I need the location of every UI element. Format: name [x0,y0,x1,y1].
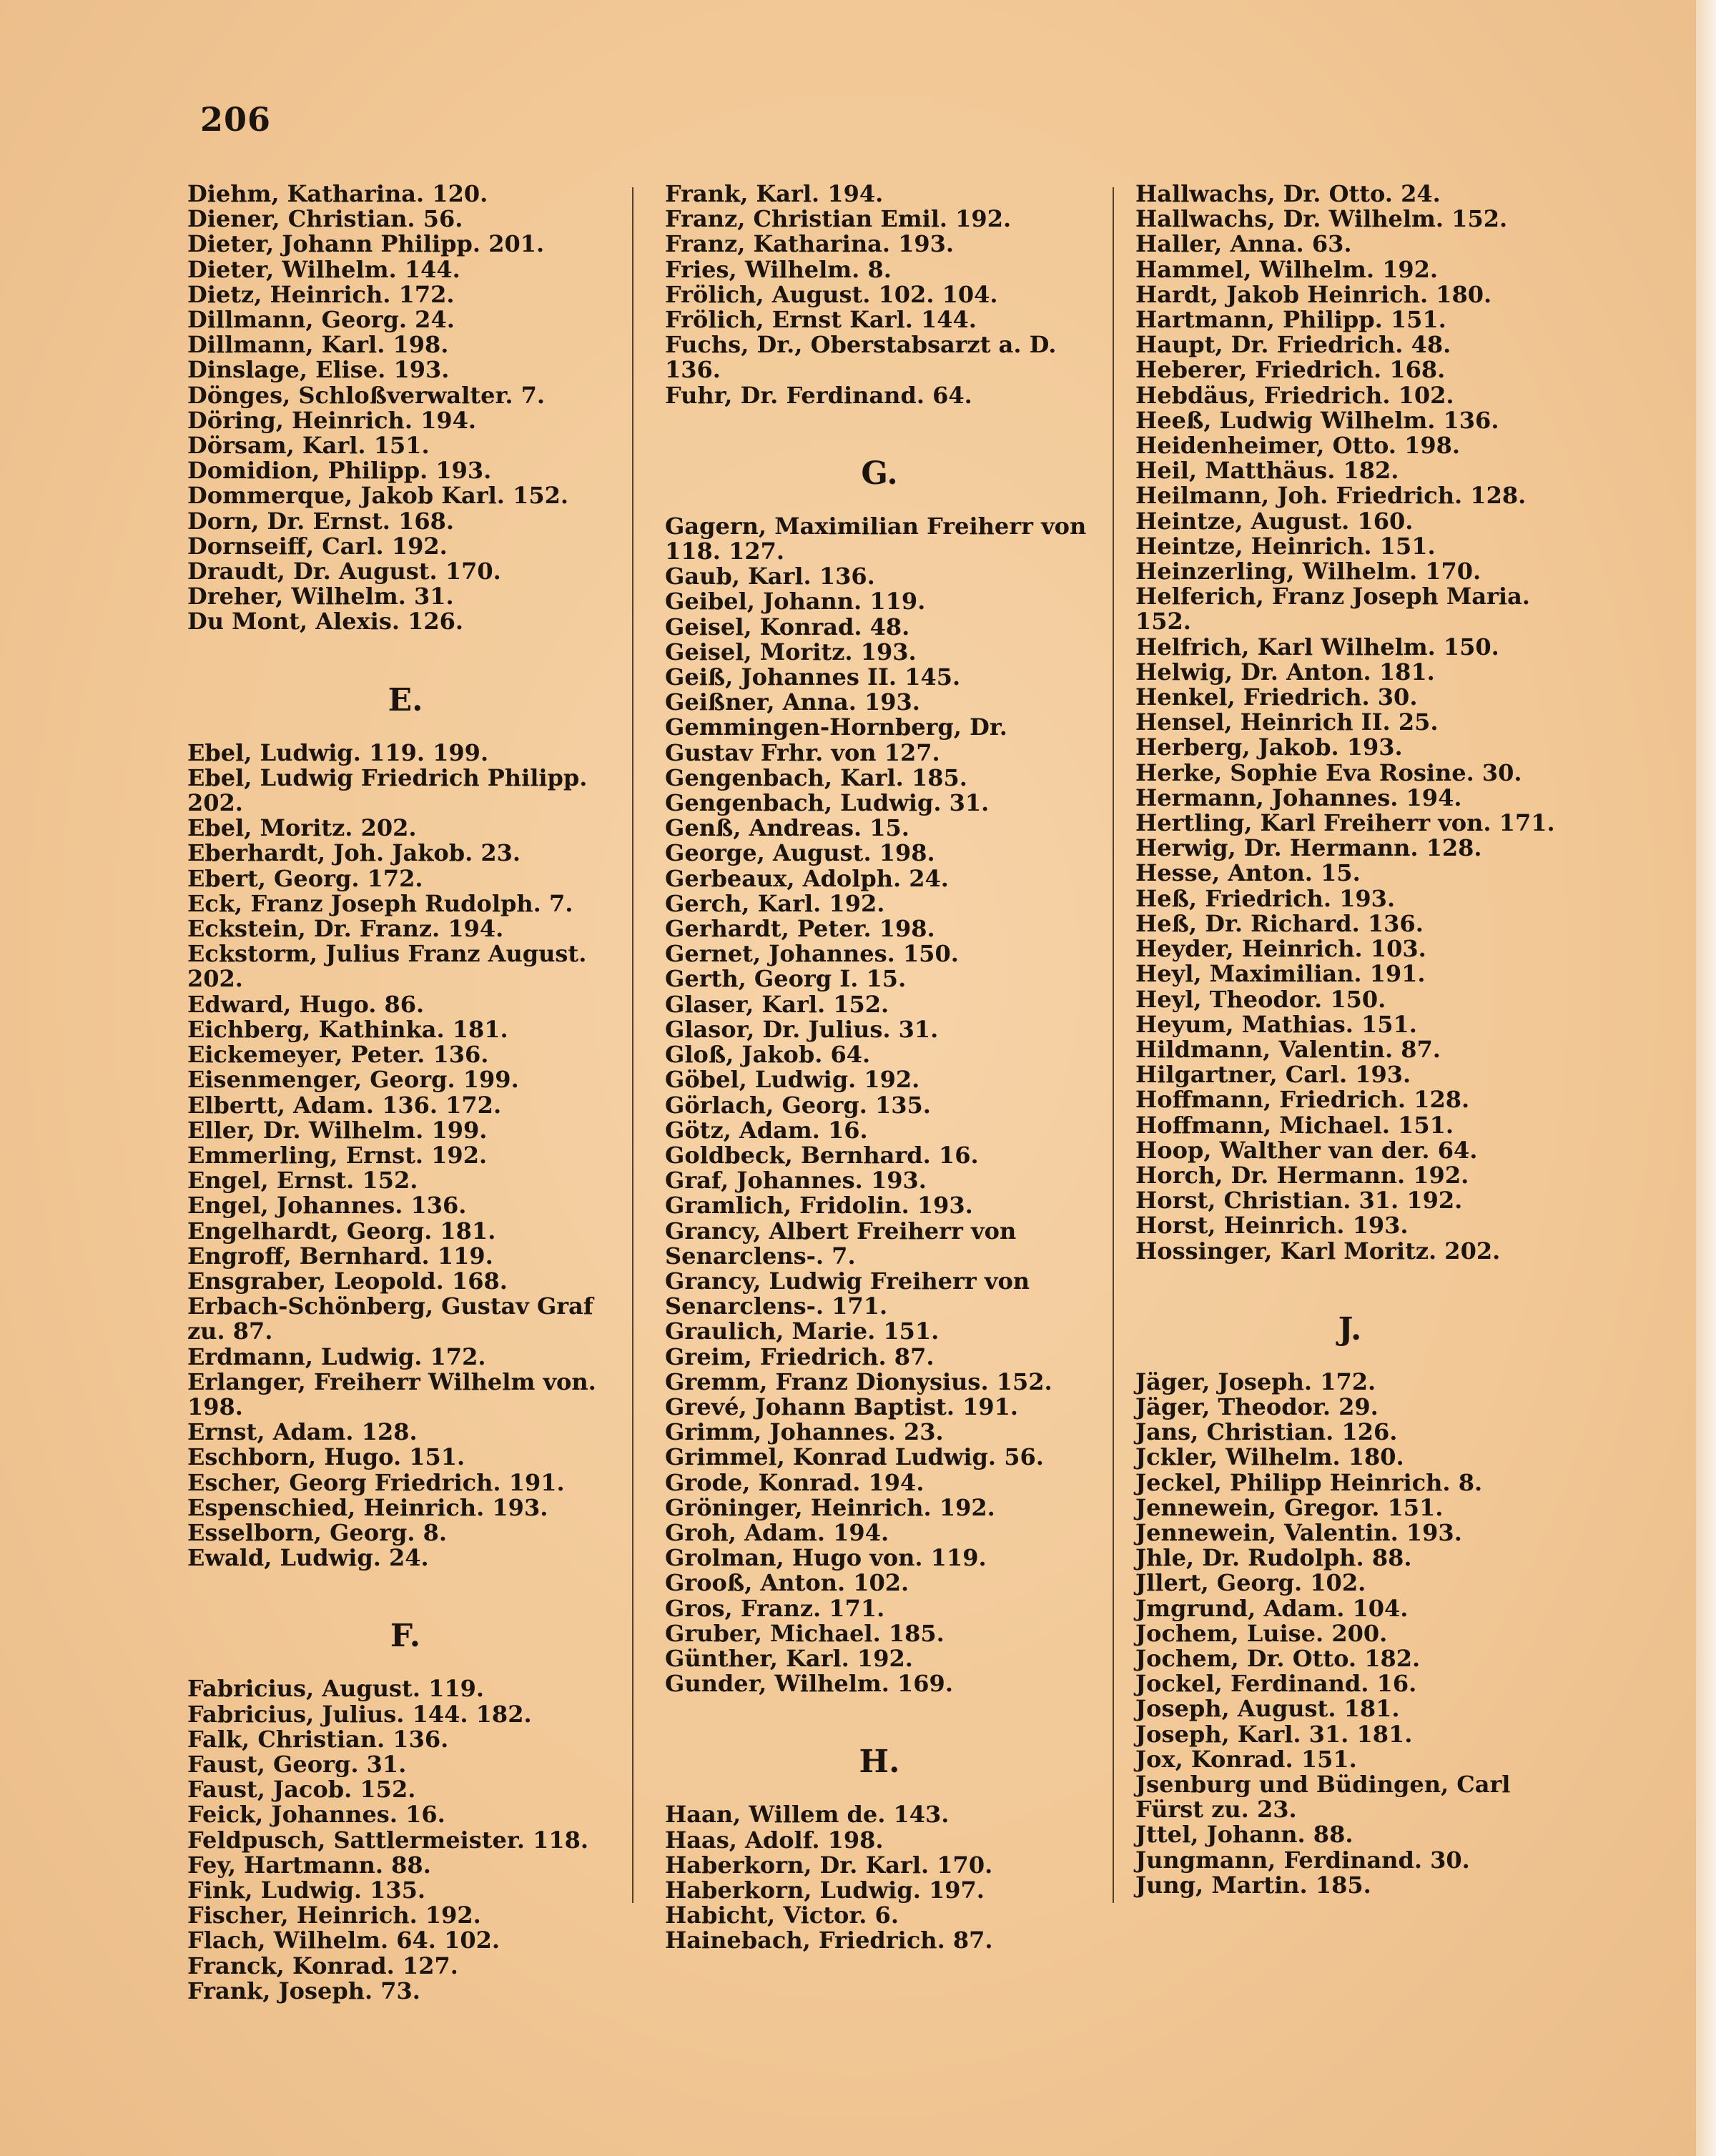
index-column-1 [187,182,623,2004]
column-rule [632,187,633,1903]
index-entry: Gunder, Wilhelm. 169. [665,1670,953,1698]
index-entry: Herke, Sophie Eva Rosine. 30. [1135,758,1522,786]
index-entry: Feldpusch, Sattlermeister. 118. [187,1826,588,1854]
index-entry: Geiß, Johannes II. 145. [665,663,961,691]
index-entry: Horst, Christian. 31. 192. [1135,1187,1463,1215]
section-gap [665,408,1094,442]
index-entry: Grode, Konrad. 194. [665,1468,924,1496]
index-entry: Gernet, Johannes. 150. [665,940,959,968]
index-entry: Heß, Dr. Richard. 136. [1135,909,1424,937]
index-entry: Helwig, Dr. Anton. 181. [1135,658,1435,686]
index-entry: Heilmann, Joh. Friedrich. 128. [1135,482,1527,510]
section-gap [1135,1264,1564,1298]
index-entry: Diehm, Katharina. 120. [187,180,488,207]
index-entry: Fuchs, Dr., Oberstabsarzt a. D. 136. [665,331,1057,384]
index-entry: Gerch, Karl. 192. [665,889,885,917]
index-entry: Hebdäus, Friedrich. 102. [1135,381,1454,409]
index-entry: Ebel, Ludwig Friedrich Philipp. 202. [187,763,588,817]
index-entry: Fink, Ludwig. 135. [187,1876,426,1904]
index-entry: Engroff, Bernhard. 119. [187,1242,493,1270]
index-entry: Genß, Andreas. 15. [665,814,909,842]
index-entry: Ewald, Ludwig. 24. [187,1544,429,1572]
index-entry: Ensgraber, Leopold. 168. [187,1267,508,1295]
index-entry: Hoffmann, Michael. 151. [1135,1111,1454,1139]
index-entry: Greim, Friedrich. 87. [665,1342,935,1370]
index-entry: Haberkorn, Ludwig. 197. [665,1876,985,1904]
index-entry: Joseph, Karl. 31. 181. [1135,1720,1413,1748]
index-entry: Gros, Franz. 171. [665,1594,885,1622]
section-gap [187,635,623,669]
index-entry: Dinslage, Elise. 193. [187,356,450,384]
index-entry: Frölich, Ernst Karl. 144. [665,306,977,334]
index-entry: Göbel, Ludwig. 192. [665,1066,920,1094]
index-entry: Herberg, Jakob. 193. [1135,733,1403,761]
index-entry: Hallwachs, Dr. Wilhelm. 152. [1135,205,1508,233]
index-entry: Heyder, Heinrich. 103. [1135,935,1426,963]
index-entry: Glasor, Dr. Julius. 31. [665,1015,939,1043]
index-entry: Heberer, Friedrich. 168. [1135,356,1446,384]
column-rule [1113,187,1114,1903]
index-entry: Hardt, Jakob Heinrich. 180. [1135,280,1492,308]
index-entry: Heyum, Mathias. 151. [1135,1010,1417,1038]
index-entry: Dillmann, Georg. 24. [187,306,455,334]
index-entry: Heidenheimer, Otto. 198. [1135,432,1460,460]
index-entry: Gremm, Franz Dionysius. 152. [665,1368,1052,1395]
index-entry: Faust, Jacob. 152. [187,1776,416,1804]
index-entry: Eberhardt, Joh. Jakob. 23. [187,839,521,867]
index-entry: Dreher, Wilhelm. 31. [187,583,454,610]
index-entry: Jockel, Ferdinand. 16. [1135,1670,1417,1698]
index-entry: Eck, Franz Joseph Rudolph. 7. [187,889,573,917]
section-heading: E. [388,681,423,718]
index-entry: Geisel, Konrad. 48. [665,613,910,641]
index-entry: Fey, Hartmann. 88. [187,1851,431,1879]
index-entry: Eschborn, Hugo. 151. [187,1443,465,1471]
index-entry: Ebel, Ludwig. 119. 199. [187,738,489,766]
index-entry: Haan, Willem de. 143. [665,1801,950,1829]
index-entry: Eichberg, Kathinka. 181. [187,1015,508,1043]
index-entry: Jäger, Theodor. 29. [1135,1393,1379,1420]
index-entry: Gerbeaux, Adolph. 24. [665,864,949,892]
index-entry: Dommerque, Jakob Karl. 152. [187,482,568,510]
index-entry: Grimmel, Konrad Ludwig. 56. [665,1443,1044,1471]
index-entry: Jung, Martin. 185. [1135,1871,1371,1899]
index-entry: Hilgartner, Carl. 193. [1135,1061,1411,1089]
index-entry: Jochem, Dr. Otto. 182. [1135,1644,1421,1672]
section-gap [665,1696,1094,1731]
index-entry: Edward, Hugo. 86. [187,990,425,1018]
index-entry: Eisenmenger, Georg. 199. [187,1066,519,1094]
index-entry: Feick, Johannes. 16. [187,1801,445,1829]
index-entry: Grancy, Ludwig Freiherr von Senarclens-. 171. [665,1267,1030,1320]
index-entry: Jckler, Wilhelm. 180. [1135,1443,1404,1471]
index-entry: Hermann, Johannes. 194. [1135,783,1462,811]
index-entry: Dillmann, Karl. 198. [187,331,449,359]
index-entry: Ebert, Georg. 172. [187,864,423,892]
index-entry: Falk, Christian. 136. [187,1725,449,1753]
index-entry: Heintze, Heinrich. 151. [1135,532,1436,560]
index-entry: Ernst, Adam. 128. [187,1418,418,1446]
index-entry: Eller, Dr. Wilhelm. 199. [187,1116,488,1144]
index-entry: Heyl, Maximilian. 191. [1135,960,1426,988]
index-entry: Graulich, Marie. 151. [665,1317,940,1345]
index-entry: Franz, Katharina. 193. [665,230,955,258]
index-entry: Hesse, Anton. 15. [1135,859,1361,887]
index-entry: Jhle, Dr. Rudolph. 88. [1135,1544,1412,1572]
index-entry: Grancy, Albert Freiherr von Senarclens-. 7. [665,1217,1017,1270]
index-entry: Geißner, Anna. 193. [665,688,920,716]
section-heading: J. [1338,1310,1362,1348]
index-column-2 [665,182,1094,1954]
index-entry: Diener, Christian. 56. [187,205,463,233]
index-entry: Goldbeck, Bernhard. 16. [665,1141,979,1169]
index-entry: Hildmann, Valentin. 87. [1135,1035,1441,1063]
index-entry: Horch, Dr. Hermann. 192. [1135,1161,1469,1189]
index-entry: Haberkorn, Dr. Karl. 170. [665,1851,993,1879]
index-entry: Jochem, Luise. 200. [1135,1619,1388,1647]
index-entry: Habicht, Victor. 6. [665,1902,899,1929]
index-entry: Frank, Joseph. 73. [187,1977,420,2004]
index-entry: Grimm, Johannes. 23. [665,1418,944,1446]
index-entry: Gerth, Georg I. 15. [665,965,907,993]
index-entry: Geisel, Moritz. 193. [665,638,917,666]
section-gap [187,1571,623,1605]
index-entry: Joseph, August. 181. [1135,1695,1400,1723]
index-entry: Döring, Heinrich. 194. [187,406,477,434]
index-entry: Fuhr, Dr. Ferdinand. 64. [665,381,972,409]
index-entry: Heß, Friedrich. 193. [1135,884,1396,912]
index-entry: Domidion, Philipp. 193. [187,457,492,485]
index-entry: Jeckel, Philipp Heinrich. 8. [1135,1468,1483,1496]
index-entry: Haas, Adolf. 198. [665,1826,884,1854]
index-entry: Frank, Karl. 194. [665,180,884,207]
index-entry: Jox, Konrad. 151. [1135,1745,1357,1773]
index-entry: Helferich, Franz Joseph Maria. 152. [1135,583,1530,636]
index-entry: Grevé, Johann Baptist. 191. [665,1393,1019,1420]
index-entry: Hammel, Wilhelm. 192. [1135,255,1439,283]
index-entry: Gruber, Michael. 185. [665,1619,945,1647]
index-entry: Jllert, Georg. 102. [1135,1569,1366,1597]
index-entry: Hoffmann, Friedrich. 128. [1135,1086,1470,1114]
page-number: 206 [200,100,272,139]
index-entry: Gloß, Jakob. 64. [665,1041,871,1069]
index-entry: Gengenbach, Ludwig. 31. [665,789,990,817]
index-entry: Groh, Adam. 194. [665,1518,889,1546]
index-entry: Jennewein, Gregor. 151. [1135,1493,1444,1521]
index-entry: Jmgrund, Adam. 104. [1135,1594,1409,1622]
index-entry: Gröninger, Heinrich. 192. [665,1493,995,1521]
index-entry: Espenschied, Heinrich. 193. [187,1493,548,1521]
index-entry: Heinzerling, Wilhelm. 170. [1135,558,1481,585]
index-entry: Hoop, Walther van der. 64. [1135,1136,1478,1164]
index-entry: Esselborn, Georg. 8. [187,1518,448,1546]
index-entry: Jttel, Johann. 88. [1135,1821,1353,1849]
index-entry: Fabricius, August. 119. [187,1675,485,1703]
index-entry: Günther, Karl. 192. [665,1644,913,1672]
index-entry: Hartmann, Philipp. 151. [1135,306,1446,334]
index-entry: Du Mont, Alexis. 126. [187,608,464,636]
index-entry: Erdmann, Ludwig. 172. [187,1342,486,1370]
index-entry: Hensel, Heinrich II. 25. [1135,708,1439,736]
index-entry: Draudt, Dr. August. 170. [187,558,501,585]
index-entry: Emmerling, Ernst. 192. [187,1141,488,1169]
index-entry: Hertling, Karl Freiherr von. 171. [1135,809,1555,837]
section-heading: H. [859,1744,900,1781]
index-entry: Jans, Christian. 126. [1135,1418,1398,1446]
index-entry: Herwig, Dr. Hermann. 128. [1135,834,1482,862]
index-entry: Fabricius, Julius. 144. 182. [187,1700,532,1728]
index-entry: Heil, Matthäus. 182. [1135,457,1399,485]
index-entry: Gaub, Karl. 136. [665,563,875,590]
index-entry: Dietz, Heinrich. 172. [187,280,455,308]
index-entry: Franck, Konrad. 127. [187,1952,458,1979]
index-entry: Erlanger, Freiherr Wilhelm von. 198. [187,1368,596,1420]
index-entry: Grooß, Anton. 102. [665,1569,909,1597]
index-entry: George, August. 198. [665,839,935,867]
index-entry: Gemmingen-Hornberg, Dr. Gustav Frhr. von 127. [665,713,1007,766]
index-entry: Eickemeyer, Peter. 136. [187,1041,489,1069]
index-entry: Gengenbach, Karl. 185. [665,763,967,791]
index-entry: Görlach, Georg. 135. [665,1091,931,1119]
index-entry: Fischer, Heinrich. 192. [187,1902,481,1929]
index-entry: Henkel, Friedrich. 30. [1135,683,1418,711]
index-entry: Franz, Christian Emil. 192. [665,205,1012,233]
index-entry: Engel, Johannes. 136. [187,1192,467,1220]
index-entry: Dörsam, Karl. 151. [187,432,430,460]
index-entry: Elbertt, Adam. 136. 172. [187,1091,502,1119]
index-entry: Grolman, Hugo von. 119. [665,1544,987,1572]
index-entry: Haupt, Dr. Friedrich. 48. [1135,331,1451,359]
section-heading: F. [390,1618,421,1655]
index-entry: Gerhardt, Peter. 198. [665,915,935,943]
index-entry: Haller, Anna. 63. [1135,230,1352,258]
index-entry: Jennewein, Valentin. 193. [1135,1518,1462,1546]
index-entry: Dieter, Johann Philipp. 201. [187,230,545,258]
index-entry: Hainebach, Friedrich. 87. [665,1927,993,1954]
index-entry: Geibel, Johann. 119. [665,588,926,615]
index-entry: Engelhardt, Georg. 181. [187,1217,496,1245]
index-entry: Engel, Ernst. 152. [187,1167,418,1195]
index-entry: Heeß, Ludwig Wilhelm. 136. [1135,406,1499,434]
index-entry: Hossinger, Karl Moritz. 202. [1135,1237,1501,1265]
index-entry: Götz, Adam. 16. [665,1116,868,1144]
index-entry: Dieter, Wilhelm. 144. [187,255,460,283]
index-entry: Heintze, August. 160. [1135,507,1414,535]
index-entry: Escher, Georg Friedrich. 191. [187,1468,565,1496]
index-column-3 [1135,182,1564,1898]
index-entry: Frölich, August. 102. 104. [665,280,998,308]
index-entry: Dorn, Dr. Ernst. 168. [187,507,454,535]
index-entry: Heyl, Theodor. 150. [1135,985,1386,1013]
index-entry: Horst, Heinrich. 193. [1135,1212,1409,1240]
index-entry: Gramlich, Fridolin. 193. [665,1192,973,1220]
index-entry: Hallwachs, Dr. Otto. 24. [1135,180,1441,207]
index-entry: Helfrich, Karl Wilhelm. 150. [1135,633,1499,661]
index-entry: Glaser, Karl. 152. [665,990,889,1018]
index-entry: Erbach-Schönberg, Gustav Graf zu. 87. [187,1292,593,1345]
index-entry: Flach, Wilhelm. 64. 102. [187,1927,500,1954]
index-entry: Fries, Wilhelm. 8. [665,255,892,283]
index-entry: Jungmann, Ferdinand. 30. [1135,1846,1470,1874]
index-entry: Gagern, Maximilian Freiherr von 118. 127. [665,512,1087,565]
index-entry: Dönges, Schloßverwalter. 7. [187,381,546,409]
index-entry: Dornseiff, Carl. 192. [187,532,448,560]
section-heading: G. [861,455,898,492]
index-entry: Faust, Georg. 31. [187,1750,407,1778]
index-entry: Ebel, Moritz. 202. [187,814,417,842]
index-entry: Jsenburg und Büdingen, Carl Fürst zu. 23. [1135,1770,1511,1824]
index-entry: Jäger, Joseph. 172. [1135,1368,1376,1395]
index-entry: Eckstein, Dr. Franz. 194. [187,915,504,943]
index-entry: Graf, Johannes. 193. [665,1167,927,1195]
page-edge [1696,0,1716,2156]
index-entry: Eckstorm, Julius Franz August. 202. [187,940,587,993]
